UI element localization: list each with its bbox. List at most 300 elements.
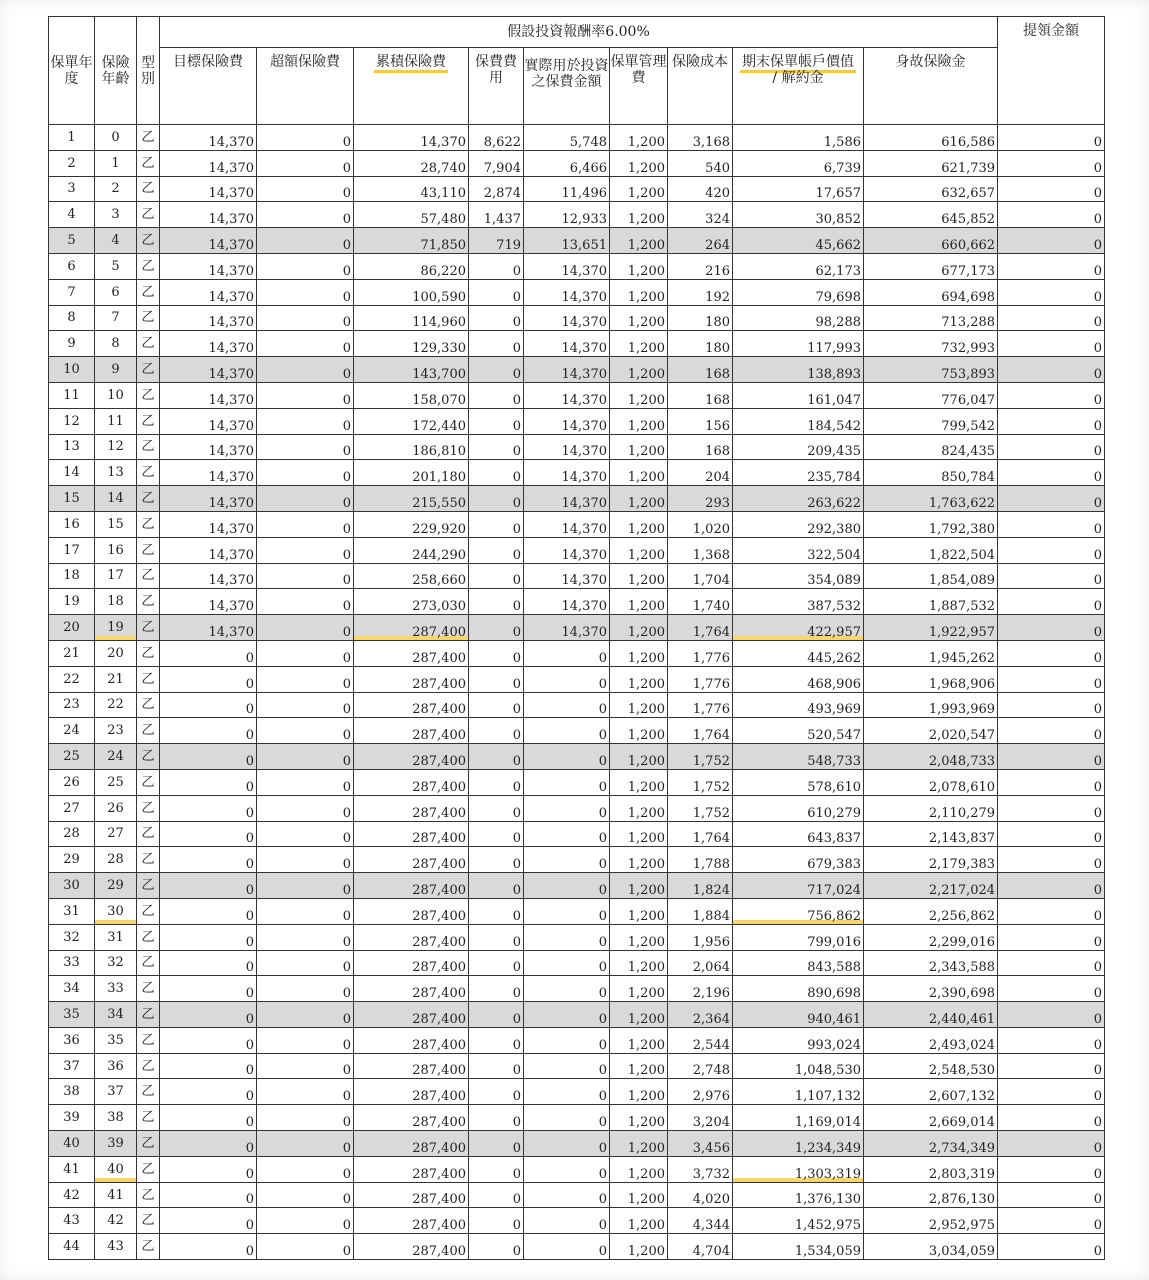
- cell-premium-expense: 0: [469, 640, 524, 666]
- cell-account-value: 1,107,132: [733, 1079, 864, 1105]
- cell-withdrawal: 0: [998, 1079, 1105, 1105]
- table-row: [49, 279, 1105, 305]
- cell-death-benefit: 1,922,957: [864, 615, 998, 641]
- table-row: [49, 1105, 1105, 1131]
- table-row: [49, 331, 1105, 357]
- cell-invested-premium: 13,651: [524, 228, 610, 254]
- cell-insured-age: 36: [95, 1053, 137, 1079]
- cell-death-benefit: 1,822,504: [864, 537, 998, 563]
- cell-invested-premium: 0: [524, 1053, 610, 1079]
- cell-type: 乙: [137, 202, 160, 228]
- cell-premium-expense: 0: [469, 950, 524, 976]
- cell-premium-expense: 0: [469, 976, 524, 1002]
- cell-admin-fee: 1,200: [610, 279, 668, 305]
- cell-death-benefit: 850,784: [864, 460, 998, 486]
- cell-insured-age: 18: [95, 589, 137, 615]
- cell-death-benefit: 2,343,588: [864, 950, 998, 976]
- cell-admin-fee: 1,200: [610, 460, 668, 486]
- cell-account-value: 493,969: [733, 692, 864, 718]
- cell-death-benefit: 645,852: [864, 202, 998, 228]
- table-row: [49, 563, 1105, 589]
- cell-excess-premium: 0: [257, 950, 354, 976]
- header-withdrawal: 提領金額: [998, 17, 1105, 125]
- cell-insurance-cost: 180: [668, 305, 733, 331]
- cell-insurance-cost: 1,776: [668, 640, 733, 666]
- cell-death-benefit: 776,047: [864, 382, 998, 408]
- cell-excess-premium: 0: [257, 202, 354, 228]
- cell-withdrawal: 0: [998, 511, 1105, 537]
- cell-account-value: 445,262: [733, 640, 864, 666]
- cell-admin-fee: 1,200: [610, 1027, 668, 1053]
- table-row: [49, 253, 1105, 279]
- cell-withdrawal: 0: [998, 1002, 1105, 1028]
- cell-account-value: 1,234,349: [733, 1131, 864, 1157]
- cell-cumulative-premium: 287,400: [354, 976, 469, 1002]
- cell-death-benefit: 2,143,837: [864, 821, 998, 847]
- cell-policy-year: 12: [49, 408, 95, 434]
- cell-excess-premium: 0: [257, 1234, 354, 1260]
- cell-insured-age: 15: [95, 511, 137, 537]
- cell-type: 乙: [137, 821, 160, 847]
- cell-insured-age: 7: [95, 305, 137, 331]
- cell-policy-year: 39: [49, 1105, 95, 1131]
- cell-account-value: 643,837: [733, 821, 864, 847]
- cell-type: 乙: [137, 1079, 160, 1105]
- cell-admin-fee: 1,200: [610, 305, 668, 331]
- cell-policy-year: 37: [49, 1053, 95, 1079]
- cell-insurance-cost: 1,752: [668, 769, 733, 795]
- cell-excess-premium: 0: [257, 331, 354, 357]
- cell-admin-fee: 1,200: [610, 744, 668, 770]
- cell-death-benefit: 3,034,059: [864, 1234, 998, 1260]
- cell-invested-premium: 14,370: [524, 305, 610, 331]
- cell-account-value: 993,024: [733, 1027, 864, 1053]
- table-row: [49, 408, 1105, 434]
- cell-death-benefit: 2,217,024: [864, 873, 998, 899]
- cell-cumulative-premium: 287,400: [354, 615, 469, 641]
- table-row: [49, 1002, 1105, 1028]
- cell-policy-year: 31: [49, 898, 95, 924]
- cell-premium-expense: 0: [469, 1002, 524, 1028]
- cell-premium-expense: 0: [469, 460, 524, 486]
- cell-insured-age: 41: [95, 1182, 137, 1208]
- cell-target-premium: 14,370: [160, 434, 257, 460]
- cell-policy-year: 7: [49, 279, 95, 305]
- cell-target-premium: 14,370: [160, 305, 257, 331]
- cell-excess-premium: 0: [257, 769, 354, 795]
- cell-target-premium: 14,370: [160, 202, 257, 228]
- cell-death-benefit: 2,669,014: [864, 1105, 998, 1131]
- cell-policy-year: 27: [49, 795, 95, 821]
- cell-account-value: 138,893: [733, 357, 864, 383]
- cell-policy-year: 36: [49, 1027, 95, 1053]
- cell-policy-year: 9: [49, 331, 95, 357]
- cell-invested-premium: 0: [524, 1002, 610, 1028]
- cell-death-benefit: 1,945,262: [864, 640, 998, 666]
- cell-excess-premium: 0: [257, 1079, 354, 1105]
- cell-insurance-cost: 1,764: [668, 718, 733, 744]
- cell-excess-premium: 0: [257, 924, 354, 950]
- cell-type: 乙: [137, 1027, 160, 1053]
- cell-type: 乙: [137, 950, 160, 976]
- cell-cumulative-premium: 287,400: [354, 1053, 469, 1079]
- cell-insured-age: 43: [95, 1234, 137, 1260]
- table-row: [49, 924, 1105, 950]
- cell-target-premium: 0: [160, 1053, 257, 1079]
- cell-type: 乙: [137, 589, 160, 615]
- cell-target-premium: 14,370: [160, 615, 257, 641]
- cell-insurance-cost: 3,732: [668, 1156, 733, 1182]
- cell-target-premium: 0: [160, 976, 257, 1002]
- cell-target-premium: 14,370: [160, 150, 257, 176]
- cell-type: 乙: [137, 1002, 160, 1028]
- cell-insured-age: 26: [95, 795, 137, 821]
- cell-policy-year: 16: [49, 511, 95, 537]
- cell-account-value: 717,024: [733, 873, 864, 899]
- cell-insurance-cost: 264: [668, 228, 733, 254]
- table-row: [49, 692, 1105, 718]
- cell-insurance-cost: 2,748: [668, 1053, 733, 1079]
- cell-policy-year: 19: [49, 589, 95, 615]
- cell-invested-premium: 0: [524, 976, 610, 1002]
- cell-invested-premium: 14,370: [524, 357, 610, 383]
- cell-insured-age: 38: [95, 1105, 137, 1131]
- cell-excess-premium: 0: [257, 511, 354, 537]
- cell-premium-expense: 0: [469, 847, 524, 873]
- cell-insurance-cost: 3,204: [668, 1105, 733, 1131]
- cell-cumulative-premium: 129,330: [354, 331, 469, 357]
- cell-insured-age: 34: [95, 1002, 137, 1028]
- cell-target-premium: 14,370: [160, 382, 257, 408]
- cell-cumulative-premium: 215,550: [354, 486, 469, 512]
- cell-cumulative-premium: 229,920: [354, 511, 469, 537]
- cell-excess-premium: 0: [257, 1053, 354, 1079]
- table-row: [49, 1208, 1105, 1234]
- cell-admin-fee: 1,200: [610, 718, 668, 744]
- cell-withdrawal: 0: [998, 795, 1105, 821]
- cell-excess-premium: 0: [257, 1208, 354, 1234]
- cell-cumulative-premium: 287,400: [354, 1027, 469, 1053]
- cell-type: 乙: [137, 176, 160, 202]
- cell-withdrawal: 0: [998, 847, 1105, 873]
- cell-policy-year: 32: [49, 924, 95, 950]
- cell-account-value: 422,957: [733, 615, 864, 641]
- cell-type: 乙: [137, 460, 160, 486]
- cell-insurance-cost: 192: [668, 279, 733, 305]
- cell-insurance-cost: 4,020: [668, 1182, 733, 1208]
- cell-premium-expense: 0: [469, 1156, 524, 1182]
- header-type: 型別: [137, 17, 160, 125]
- cell-withdrawal: 0: [998, 1156, 1105, 1182]
- cumulative-premium-label: 累積保險費: [374, 54, 448, 73]
- cell-excess-premium: 0: [257, 692, 354, 718]
- cell-target-premium: 0: [160, 1105, 257, 1131]
- cell-invested-premium: 14,370: [524, 331, 610, 357]
- cell-withdrawal: 0: [998, 1234, 1105, 1260]
- cell-excess-premium: 0: [257, 847, 354, 873]
- cell-admin-fee: 1,200: [610, 898, 668, 924]
- cell-account-value: 209,435: [733, 434, 864, 460]
- cell-type: 乙: [137, 1234, 160, 1260]
- cell-insured-age: 32: [95, 950, 137, 976]
- cell-cumulative-premium: 287,400: [354, 1156, 469, 1182]
- cell-invested-premium: 0: [524, 1027, 610, 1053]
- cell-invested-premium: 0: [524, 718, 610, 744]
- cell-account-value: 79,698: [733, 279, 864, 305]
- table-row: [49, 537, 1105, 563]
- cell-account-value: 1,169,014: [733, 1105, 864, 1131]
- cell-insurance-cost: 420: [668, 176, 733, 202]
- cell-insurance-cost: 293: [668, 486, 733, 512]
- cell-account-value: 235,784: [733, 460, 864, 486]
- cell-cumulative-premium: 287,400: [354, 1234, 469, 1260]
- cell-death-benefit: 1,763,622: [864, 486, 998, 512]
- header-target-premium: 目標保險費: [160, 48, 257, 125]
- cell-target-premium: 14,370: [160, 357, 257, 383]
- cell-insured-age: 4: [95, 228, 137, 254]
- cell-insured-age: 35: [95, 1027, 137, 1053]
- cell-policy-year: 4: [49, 202, 95, 228]
- cell-invested-premium: 14,370: [524, 589, 610, 615]
- cell-premium-expense: 0: [469, 305, 524, 331]
- cell-cumulative-premium: 71,850: [354, 228, 469, 254]
- cell-invested-premium: 0: [524, 744, 610, 770]
- cell-type: 乙: [137, 1053, 160, 1079]
- cell-excess-premium: 0: [257, 615, 354, 641]
- cell-excess-premium: 0: [257, 176, 354, 202]
- cell-policy-year: 20: [49, 615, 95, 641]
- cell-excess-premium: 0: [257, 666, 354, 692]
- cell-excess-premium: 0: [257, 1131, 354, 1157]
- cell-premium-expense: 0: [469, 821, 524, 847]
- cell-death-benefit: 1,993,969: [864, 692, 998, 718]
- cell-admin-fee: 1,200: [610, 769, 668, 795]
- table-row: [49, 976, 1105, 1002]
- cell-death-benefit: 732,993: [864, 331, 998, 357]
- cell-invested-premium: 0: [524, 924, 610, 950]
- table-row: [49, 666, 1105, 692]
- cell-insurance-cost: 324: [668, 202, 733, 228]
- cell-insurance-cost: 1,704: [668, 563, 733, 589]
- cell-premium-expense: 0: [469, 1131, 524, 1157]
- cell-invested-premium: 6,466: [524, 150, 610, 176]
- cell-premium-expense: 8,622: [469, 125, 524, 151]
- cell-policy-year: 35: [49, 1002, 95, 1028]
- cell-cumulative-premium: 57,480: [354, 202, 469, 228]
- cell-type: 乙: [137, 666, 160, 692]
- table-row: [49, 1053, 1105, 1079]
- cell-policy-year: 28: [49, 821, 95, 847]
- cell-insured-age: 2: [95, 176, 137, 202]
- cell-invested-premium: 0: [524, 1079, 610, 1105]
- cell-invested-premium: 14,370: [524, 408, 610, 434]
- cell-cumulative-premium: 287,400: [354, 950, 469, 976]
- cell-premium-expense: 0: [469, 1182, 524, 1208]
- cell-policy-year: 3: [49, 176, 95, 202]
- cell-premium-expense: 0: [469, 331, 524, 357]
- cell-account-value: 354,089: [733, 563, 864, 589]
- cell-excess-premium: 0: [257, 408, 354, 434]
- cell-insured-age: 6: [95, 279, 137, 305]
- cell-admin-fee: 1,200: [610, 847, 668, 873]
- cell-account-value: 1,303,319: [733, 1156, 864, 1182]
- cell-admin-fee: 1,200: [610, 331, 668, 357]
- cell-admin-fee: 1,200: [610, 253, 668, 279]
- cell-withdrawal: 0: [998, 279, 1105, 305]
- cell-cumulative-premium: 14,370: [354, 125, 469, 151]
- cell-target-premium: 0: [160, 1234, 257, 1260]
- cell-cumulative-premium: 172,440: [354, 408, 469, 434]
- cell-premium-expense: 0: [469, 563, 524, 589]
- cell-insurance-cost: 4,704: [668, 1234, 733, 1260]
- cell-excess-premium: 0: [257, 537, 354, 563]
- cell-invested-premium: 14,370: [524, 460, 610, 486]
- cell-target-premium: 14,370: [160, 460, 257, 486]
- header-insured-age: 保險年齡: [95, 17, 137, 125]
- cell-target-premium: 0: [160, 692, 257, 718]
- cell-premium-expense: 0: [469, 795, 524, 821]
- cell-death-benefit: 2,110,279: [864, 795, 998, 821]
- table-row: [49, 228, 1105, 254]
- cell-withdrawal: 0: [998, 1131, 1105, 1157]
- cell-target-premium: 0: [160, 924, 257, 950]
- cell-cumulative-premium: 287,400: [354, 924, 469, 950]
- cell-insurance-cost: 1,368: [668, 537, 733, 563]
- cell-account-value: 843,588: [733, 950, 864, 976]
- cell-policy-year: 2: [49, 150, 95, 176]
- cell-target-premium: 0: [160, 1208, 257, 1234]
- cell-invested-premium: 14,370: [524, 486, 610, 512]
- cell-account-value: 1,586: [733, 125, 864, 151]
- cell-type: 乙: [137, 718, 160, 744]
- table-row: [49, 176, 1105, 202]
- cell-premium-expense: 0: [469, 615, 524, 641]
- cell-target-premium: 0: [160, 821, 257, 847]
- cell-withdrawal: 0: [998, 976, 1105, 1002]
- cell-death-benefit: 2,256,862: [864, 898, 998, 924]
- cell-insured-age: 42: [95, 1208, 137, 1234]
- cell-target-premium: 14,370: [160, 176, 257, 202]
- policy-value-table: [48, 16, 1105, 1260]
- account-value-label: 期末保單帳戶價值: [740, 54, 856, 73]
- cell-death-benefit: 2,803,319: [864, 1156, 998, 1182]
- cell-target-premium: 14,370: [160, 408, 257, 434]
- cell-withdrawal: 0: [998, 382, 1105, 408]
- cell-policy-year: 22: [49, 666, 95, 692]
- cell-cumulative-premium: 287,400: [354, 873, 469, 899]
- cell-withdrawal: 0: [998, 537, 1105, 563]
- cell-excess-premium: 0: [257, 976, 354, 1002]
- cell-admin-fee: 1,200: [610, 563, 668, 589]
- cell-insurance-cost: 1,752: [668, 795, 733, 821]
- cell-cumulative-premium: 287,400: [354, 1131, 469, 1157]
- cell-admin-fee: 1,200: [610, 408, 668, 434]
- cell-target-premium: 0: [160, 1182, 257, 1208]
- cell-insured-age: 37: [95, 1079, 137, 1105]
- cell-excess-premium: 0: [257, 589, 354, 615]
- cell-cumulative-premium: 287,400: [354, 898, 469, 924]
- cell-admin-fee: 1,200: [610, 615, 668, 641]
- cell-excess-premium: 0: [257, 873, 354, 899]
- cell-type: 乙: [137, 873, 160, 899]
- cell-target-premium: 0: [160, 873, 257, 899]
- cell-invested-premium: 0: [524, 821, 610, 847]
- cell-withdrawal: 0: [998, 202, 1105, 228]
- cell-type: 乙: [137, 1131, 160, 1157]
- cell-admin-fee: 1,200: [610, 1182, 668, 1208]
- cell-premium-expense: 0: [469, 873, 524, 899]
- cell-invested-premium: 14,370: [524, 511, 610, 537]
- cell-admin-fee: 1,200: [610, 1053, 668, 1079]
- cell-insurance-cost: 2,196: [668, 976, 733, 1002]
- cell-admin-fee: 1,200: [610, 795, 668, 821]
- cell-account-value: 1,452,975: [733, 1208, 864, 1234]
- cell-target-premium: 0: [160, 640, 257, 666]
- cell-admin-fee: 1,200: [610, 589, 668, 615]
- cell-insurance-cost: 540: [668, 150, 733, 176]
- cell-cumulative-premium: 287,400: [354, 666, 469, 692]
- table-row: [49, 950, 1105, 976]
- cell-insurance-cost: 1,884: [668, 898, 733, 924]
- cell-premium-expense: 0: [469, 1053, 524, 1079]
- cell-withdrawal: 0: [998, 666, 1105, 692]
- cell-death-benefit: 2,299,016: [864, 924, 998, 950]
- cell-insurance-cost: 156: [668, 408, 733, 434]
- cell-death-benefit: 621,739: [864, 150, 998, 176]
- cell-insured-age: 8: [95, 331, 137, 357]
- cell-insurance-cost: 3,456: [668, 1131, 733, 1157]
- cell-policy-year: 1: [49, 125, 95, 151]
- cell-insured-age: 1: [95, 150, 137, 176]
- cell-type: 乙: [137, 615, 160, 641]
- cell-cumulative-premium: 287,400: [354, 640, 469, 666]
- cell-policy-year: 17: [49, 537, 95, 563]
- cell-excess-premium: 0: [257, 563, 354, 589]
- cell-withdrawal: 0: [998, 305, 1105, 331]
- cell-cumulative-premium: 287,400: [354, 821, 469, 847]
- cell-withdrawal: 0: [998, 950, 1105, 976]
- cell-admin-fee: 1,200: [610, 640, 668, 666]
- cell-target-premium: 0: [160, 718, 257, 744]
- cell-invested-premium: 14,370: [524, 563, 610, 589]
- cell-target-premium: 14,370: [160, 331, 257, 357]
- cell-target-premium: 0: [160, 1156, 257, 1182]
- cell-insured-age: 19: [95, 615, 137, 641]
- cell-insurance-cost: 1,764: [668, 821, 733, 847]
- cell-target-premium: 0: [160, 744, 257, 770]
- cell-policy-year: 41: [49, 1156, 95, 1182]
- cell-policy-year: 15: [49, 486, 95, 512]
- cell-admin-fee: 1,200: [610, 1208, 668, 1234]
- cell-policy-year: 11: [49, 382, 95, 408]
- cell-insurance-cost: 168: [668, 357, 733, 383]
- cell-account-value: 117,993: [733, 331, 864, 357]
- cell-cumulative-premium: 287,400: [354, 718, 469, 744]
- cell-insured-age: 10: [95, 382, 137, 408]
- cell-policy-year: 24: [49, 718, 95, 744]
- cell-account-value: 322,504: [733, 537, 864, 563]
- cell-withdrawal: 0: [998, 125, 1105, 151]
- cell-account-value: 263,622: [733, 486, 864, 512]
- cell-invested-premium: 0: [524, 692, 610, 718]
- table-row: [49, 382, 1105, 408]
- cell-policy-year: 42: [49, 1182, 95, 1208]
- cell-type: 乙: [137, 1182, 160, 1208]
- cell-policy-year: 33: [49, 950, 95, 976]
- cell-type: 乙: [137, 692, 160, 718]
- cell-insurance-cost: 1,824: [668, 873, 733, 899]
- cell-admin-fee: 1,200: [610, 1156, 668, 1182]
